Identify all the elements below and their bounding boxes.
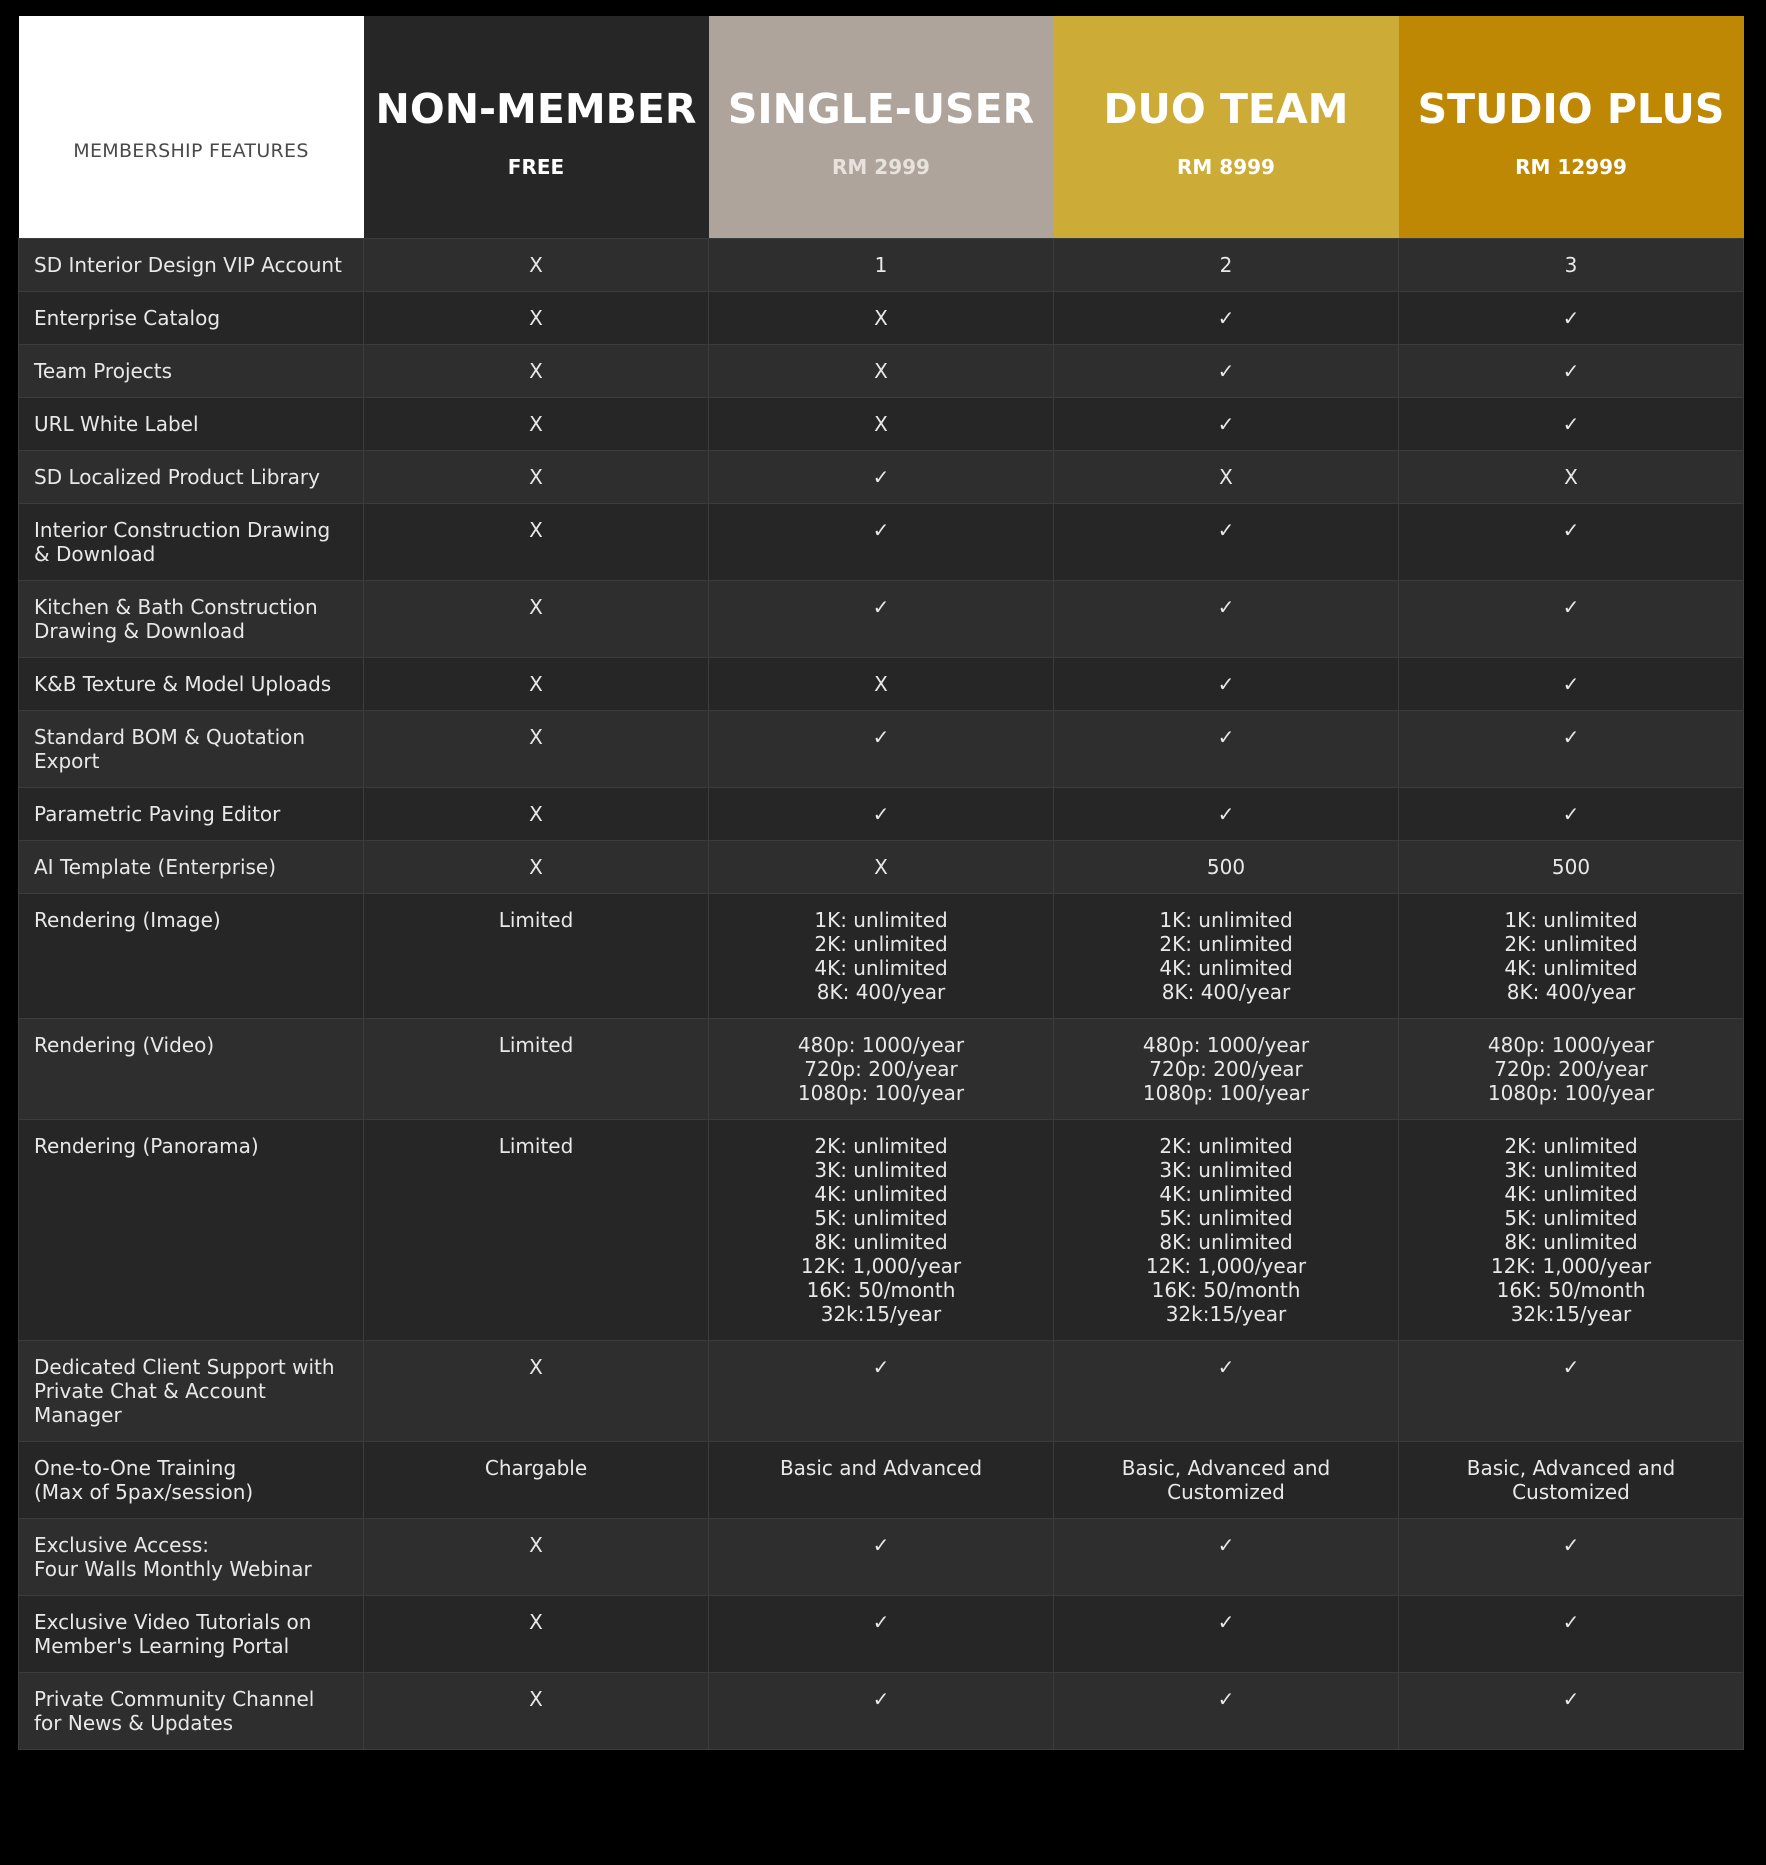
plan-value-cell: X: [364, 657, 709, 710]
plan-value-cell: ✓: [1054, 1595, 1399, 1672]
table-body: [19, 238, 1744, 1749]
plan-value-cell: 2K: unlimited 3K: unlimited 4K: unlimited 5K: unlimited 8K: unlimited 12K: 1,000/year 16K: 50/month 32k:15/year: [1399, 1119, 1744, 1340]
plan-value-cell: ✓: [709, 580, 1054, 657]
plan-value-cell: 1K: unlimited 2K: unlimited 4K: unlimited 8K: 400/year: [709, 893, 1054, 1018]
plan-value-cell: ✓: [1054, 397, 1399, 450]
feature-label: Interior Construction Drawing & Download: [19, 503, 364, 580]
plan-value-cell: X: [709, 840, 1054, 893]
feature-label: Rendering (Image): [19, 893, 364, 1018]
table-row: [19, 710, 1744, 787]
table-row: [19, 291, 1744, 344]
plan-name: DUO TEAM: [1103, 84, 1349, 133]
plan-value-cell: X: [364, 840, 709, 893]
plan-value-cell: ✓: [1399, 710, 1744, 787]
feature-label: Standard BOM & Quotation Export: [19, 710, 364, 787]
plan-value-cell: Limited: [364, 893, 709, 1018]
plan-header-non-member: [364, 16, 709, 238]
feature-label: Parametric Paving Editor: [19, 787, 364, 840]
plan-value-cell: ✓: [709, 1595, 1054, 1672]
plan-value-cell: ✓: [1399, 1672, 1744, 1749]
plan-value-cell: ✓: [1054, 710, 1399, 787]
plan-value-cell: ✓: [709, 503, 1054, 580]
plan-value-cell: 500: [1054, 840, 1399, 893]
table-row: [19, 580, 1744, 657]
plan-value-cell: X: [364, 787, 709, 840]
feature-label: AI Template (Enterprise): [19, 840, 364, 893]
feature-label: URL White Label: [19, 397, 364, 450]
plan-value-cell: ✓: [709, 1518, 1054, 1595]
plan-value-cell: ✓: [1054, 291, 1399, 344]
plan-value-cell: ✓: [1399, 503, 1744, 580]
plan-value-cell: 2: [1054, 238, 1399, 291]
plan-value-cell: Limited: [364, 1018, 709, 1119]
plan-value-cell: 480p: 1000/year 720p: 200/year 1080p: 100/year: [1399, 1018, 1744, 1119]
table-row: [19, 787, 1744, 840]
plan-value-cell: ✓: [1054, 1518, 1399, 1595]
plan-value-cell: X: [364, 1340, 709, 1441]
plan-value-cell: ✓: [1054, 1340, 1399, 1441]
plan-header-duo-team: [1054, 16, 1399, 238]
plan-value-cell: ✓: [1054, 580, 1399, 657]
feature-label: Rendering (Video): [19, 1018, 364, 1119]
feature-label: SD Interior Design VIP Account: [19, 238, 364, 291]
plan-value-cell: Limited: [364, 1119, 709, 1340]
feature-label: Dedicated Client Support with Private Chat & Account Manager: [19, 1340, 364, 1441]
table-row: [19, 344, 1744, 397]
feature-label: One-to-One Training (Max of 5pax/session): [19, 1441, 364, 1518]
table-row: [19, 1340, 1744, 1441]
plan-price: RM 12999: [1515, 154, 1627, 179]
feature-label: Rendering (Panorama): [19, 1119, 364, 1340]
plan-value-cell: 3: [1399, 238, 1744, 291]
plan-value-cell: ✓: [1054, 344, 1399, 397]
plan-value-cell: 1K: unlimited 2K: unlimited 4K: unlimited 8K: 400/year: [1054, 893, 1399, 1018]
table-row: [19, 1595, 1744, 1672]
plan-value-cell: ✓: [1399, 291, 1744, 344]
plan-value-cell: ✓: [1399, 1340, 1744, 1441]
table-row: [19, 1018, 1744, 1119]
table-row: [19, 1441, 1744, 1518]
plan-value-cell: 1: [709, 238, 1054, 291]
plan-value-cell: 480p: 1000/year 720p: 200/year 1080p: 100/year: [709, 1018, 1054, 1119]
plan-value-cell: ✓: [1399, 580, 1744, 657]
plan-value-cell: X: [364, 503, 709, 580]
plan-value-cell: ✓: [1054, 503, 1399, 580]
feature-column-label: MEMBERSHIP FEATURES: [73, 139, 309, 162]
plan-name: SINGLE-USER: [727, 84, 1035, 133]
feature-label: Enterprise Catalog: [19, 291, 364, 344]
membership-comparison-table: [18, 16, 1744, 1750]
plan-value-cell: Basic, Advanced and Customized: [1399, 1441, 1744, 1518]
plan-value-cell: ✓: [1399, 1518, 1744, 1595]
plan-value-cell: Chargable: [364, 1441, 709, 1518]
plan-value-cell: ✓: [709, 450, 1054, 503]
feature-label: Private Community Channel for News & Updates: [19, 1672, 364, 1749]
feature-label: Exclusive Access: Four Walls Monthly Webinar: [19, 1518, 364, 1595]
feature-column-header: [19, 16, 364, 238]
header-row: [19, 16, 1744, 238]
plan-value-cell: X: [364, 710, 709, 787]
plan-value-cell: 2K: unlimited 3K: unlimited 4K: unlimited 5K: unlimited 8K: unlimited 12K: 1,000/year 16K: 50/month 32k:15/year: [1054, 1119, 1399, 1340]
plan-value-cell: X: [364, 397, 709, 450]
plan-value-cell: X: [364, 580, 709, 657]
plan-value-cell: X: [364, 450, 709, 503]
plan-value-cell: ✓: [709, 1672, 1054, 1749]
table-row: [19, 657, 1744, 710]
feature-label: Exclusive Video Tutorials on Member's Learning Portal: [19, 1595, 364, 1672]
plan-value-cell: Basic, Advanced and Customized: [1054, 1441, 1399, 1518]
plan-value-cell: 2K: unlimited 3K: unlimited 4K: unlimited 5K: unlimited 8K: unlimited 12K: 1,000/year 16K: 50/month 32k:15/year: [709, 1119, 1054, 1340]
plan-name: NON-MEMBER: [375, 84, 697, 133]
plan-value-cell: ✓: [1399, 397, 1744, 450]
table-row: [19, 840, 1744, 893]
plan-value-cell: ✓: [1054, 1672, 1399, 1749]
plan-value-cell: ✓: [1399, 344, 1744, 397]
table-row: [19, 450, 1744, 503]
feature-label: SD Localized Product Library: [19, 450, 364, 503]
table-row: [19, 1518, 1744, 1595]
plan-value-cell: 500: [1399, 840, 1744, 893]
table-row: [19, 1119, 1744, 1340]
feature-label: K&B Texture & Model Uploads: [19, 657, 364, 710]
plan-header-studio-plus: [1399, 16, 1744, 238]
plan-value-cell: ✓: [1054, 787, 1399, 840]
plan-value-cell: ✓: [1399, 787, 1744, 840]
table-row: [19, 503, 1744, 580]
plan-value-cell: X: [364, 1595, 709, 1672]
plan-value-cell: X: [1054, 450, 1399, 503]
plan-value-cell: X: [709, 397, 1054, 450]
plan-value-cell: X: [1399, 450, 1744, 503]
plan-value-cell: 1K: unlimited 2K: unlimited 4K: unlimited 8K: 400/year: [1399, 893, 1744, 1018]
plan-value-cell: ✓: [709, 787, 1054, 840]
plan-price: FREE: [507, 154, 565, 179]
plan-header-single-user: [709, 16, 1054, 238]
table-header: [19, 16, 1744, 238]
table-row: [19, 1672, 1744, 1749]
feature-label: Team Projects: [19, 344, 364, 397]
plan-value-cell: ✓: [709, 1340, 1054, 1441]
plan-value-cell: ✓: [1054, 657, 1399, 710]
plan-name: STUDIO PLUS: [1417, 84, 1725, 133]
table-row: [19, 238, 1744, 291]
feature-label: Kitchen & Bath Construction Drawing & Download: [19, 580, 364, 657]
plan-value-cell: ✓: [1399, 1595, 1744, 1672]
plan-value-cell: Basic and Advanced: [709, 1441, 1054, 1518]
plan-value-cell: X: [364, 1672, 709, 1749]
plan-value-cell: X: [364, 344, 709, 397]
plan-value-cell: X: [709, 344, 1054, 397]
plan-price: RM 2999: [832, 154, 930, 179]
table-row: [19, 893, 1744, 1018]
plan-value-cell: 480p: 1000/year 720p: 200/year 1080p: 100/year: [1054, 1018, 1399, 1119]
plan-value-cell: X: [709, 291, 1054, 344]
plan-value-cell: X: [364, 1518, 709, 1595]
plan-value-cell: X: [364, 291, 709, 344]
plan-value-cell: ✓: [1399, 657, 1744, 710]
plan-value-cell: ✓: [709, 710, 1054, 787]
table-row: [19, 397, 1744, 450]
plan-price: RM 8999: [1177, 154, 1275, 179]
plan-value-cell: X: [364, 238, 709, 291]
plan-value-cell: X: [709, 657, 1054, 710]
